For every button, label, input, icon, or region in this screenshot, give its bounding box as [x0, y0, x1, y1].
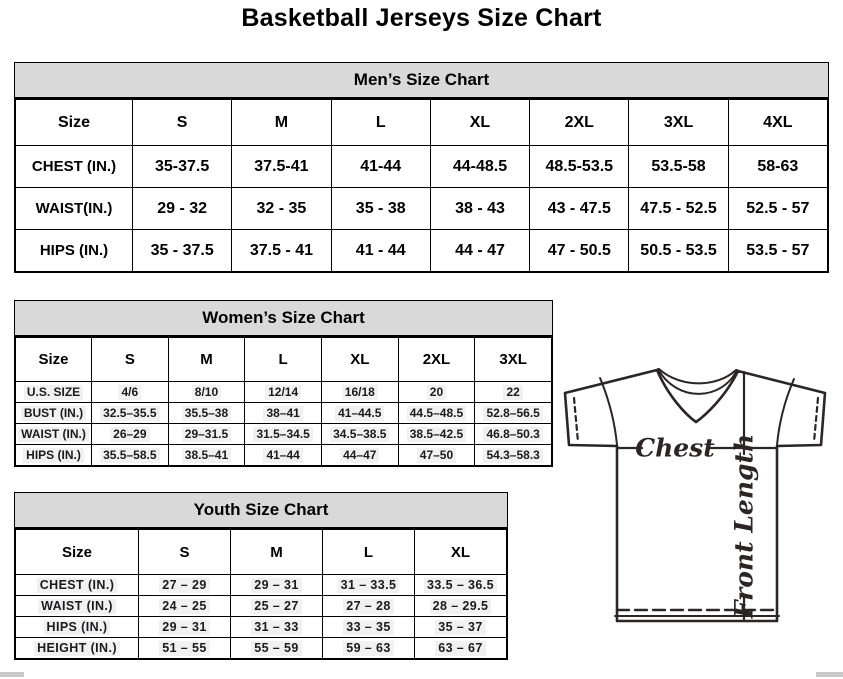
mens-size-cell: 38 - 43: [430, 188, 529, 230]
youth-size-value: 29 – 31: [159, 620, 210, 635]
table-row: [16, 188, 828, 230]
womens-size-value: 26–29: [110, 427, 149, 442]
mens-size-cell: 50.5 - 53.5: [629, 230, 728, 272]
youth-size-value: 59 – 63: [343, 641, 394, 656]
youth-size-cell: [139, 596, 231, 617]
mens-size-cell: 37.5 - 41: [232, 230, 331, 272]
youth-size-chart: [14, 492, 508, 660]
womens-size-value: 54.3–58.3: [483, 448, 542, 463]
youth-row-label-cell: [16, 638, 139, 659]
womens-size-value: 32.5–35.5: [100, 406, 159, 421]
youth-header-row: [16, 530, 507, 575]
womens-size-cell: [92, 382, 169, 403]
table-row: [16, 617, 507, 638]
mens-size-cell: 52.5 - 57: [728, 188, 827, 230]
youth-row-label: CHEST (IN.): [37, 578, 118, 593]
youth-size-cell: [231, 638, 323, 659]
mens-size-cell: 41-44: [331, 146, 430, 188]
youth-size-value: 51 – 55: [159, 641, 210, 656]
front-length-label: Front Length: [729, 433, 759, 619]
youth-col-header: XL: [415, 530, 507, 575]
youth-size-cell: [231, 617, 323, 638]
womens-size-cell: [475, 382, 552, 403]
mens-size-cell: 47.5 - 52.5: [629, 188, 728, 230]
youth-size-cell: [415, 638, 507, 659]
youth-size-cell: [231, 575, 323, 596]
womens-size-cell: [92, 424, 169, 445]
womens-col-header: 2XL: [398, 338, 475, 382]
mens-size-cell: 44 - 47: [430, 230, 529, 272]
womens-size-value: 38.5–41: [182, 448, 231, 463]
womens-size-value: 4/6: [118, 385, 141, 400]
mens-col-header: XL: [430, 100, 529, 146]
youth-col-header: M: [231, 530, 323, 575]
mens-size-cell: 47 - 50.5: [530, 230, 629, 272]
womens-size-value: 52.8–56.5: [483, 406, 542, 421]
womens-row-label-cell: [16, 382, 92, 403]
youth-table: [15, 529, 507, 659]
womens-size-value: 46.8–50.3: [483, 427, 542, 442]
mens-size-cell: 35 - 38: [331, 188, 430, 230]
youth-row-label-cell: [16, 575, 139, 596]
horizontal-scrollbar-fragment-left[interactable]: [0, 672, 24, 677]
womens-size-value: 41–44: [263, 448, 302, 463]
womens-size-value: 41–44.5: [335, 406, 384, 421]
youth-size-value: 27 – 28: [343, 599, 394, 614]
youth-col-header: Size: [16, 530, 139, 575]
youth-size-value: 28 – 29.5: [430, 599, 492, 614]
youth-size-value: 29 – 31: [251, 578, 302, 593]
jersey-diagram: [556, 360, 842, 628]
mens-size-chart: [14, 62, 829, 273]
womens-row-label-cell: [16, 403, 92, 424]
womens-row-label-cell: [16, 424, 92, 445]
womens-size-value: 20: [427, 385, 446, 400]
youth-size-cell: [323, 575, 415, 596]
table-row: [16, 146, 828, 188]
youth-size-cell: [231, 596, 323, 617]
mens-row-label: WAIST(IN.): [16, 188, 133, 230]
womens-size-cell: [475, 445, 552, 466]
youth-size-cell: [139, 638, 231, 659]
womens-size-cell: [245, 403, 322, 424]
mens-size-cell: 53.5 - 57: [728, 230, 827, 272]
table-row: [16, 445, 552, 466]
womens-col-header: M: [168, 338, 245, 382]
womens-col-header: S: [92, 338, 169, 382]
womens-col-header: XL: [321, 338, 398, 382]
page-title: Basketball Jerseys Size Chart: [241, 4, 602, 32]
womens-size-value: 16/18: [342, 385, 378, 400]
mens-col-header: 2XL: [530, 100, 629, 146]
mens-col-header: Size: [16, 100, 133, 146]
womens-size-value: 34.5–38.5: [330, 427, 389, 442]
mens-col-header: 3XL: [629, 100, 728, 146]
youth-size-cell: [415, 617, 507, 638]
womens-size-cell: [92, 403, 169, 424]
mens-size-cell: 29 - 32: [133, 188, 232, 230]
mens-size-cell: 53.5-58: [629, 146, 728, 188]
womens-size-cell: [398, 403, 475, 424]
womens-size-value: 38–41: [263, 406, 302, 421]
womens-size-cell: [398, 424, 475, 445]
youth-size-value: 33.5 – 36.5: [424, 578, 497, 593]
womens-table: [15, 337, 552, 466]
youth-size-cell: [139, 575, 231, 596]
mens-size-cell: 37.5-41: [232, 146, 331, 188]
youth-col-header: S: [139, 530, 231, 575]
womens-size-value: 44–47: [340, 448, 379, 463]
youth-size-value: 33 – 35: [343, 620, 394, 635]
youth-row-label: HEIGHT (IN.): [34, 641, 120, 656]
chest-label: Chest: [635, 433, 715, 463]
table-row: [16, 424, 552, 445]
womens-row-label: BUST (IN.): [21, 406, 86, 421]
womens-row-label-cell: [16, 445, 92, 466]
table-row: [16, 575, 507, 596]
mens-row-label: HIPS (IN.): [16, 230, 133, 272]
mens-table: [15, 99, 828, 272]
table-row: [16, 382, 552, 403]
mens-size-cell: 48.5-53.5: [530, 146, 629, 188]
youth-chart-title: Youth Size Chart: [193, 500, 329, 519]
womens-row-label: WAIST (IN.): [18, 427, 89, 442]
womens-size-value: 44.5–48.5: [407, 406, 466, 421]
womens-size-value: 35.5–38: [182, 406, 231, 421]
youth-size-cell: [139, 617, 231, 638]
womens-size-cell: [245, 424, 322, 445]
womens-chart-title: Women’s Size Chart: [202, 308, 365, 327]
womens-size-cell: [245, 382, 322, 403]
mens-chart-title: Men’s Size Chart: [353, 70, 490, 89]
youth-size-value: 55 – 59: [251, 641, 302, 656]
womens-size-cell: [398, 382, 475, 403]
mens-size-cell: 44-48.5: [430, 146, 529, 188]
womens-size-value: 31.5–34.5: [253, 427, 312, 442]
mens-col-header: M: [232, 100, 331, 146]
mens-row-label: CHEST (IN.): [16, 146, 133, 188]
youth-col-header: L: [323, 530, 415, 575]
table-row: [16, 403, 552, 424]
womens-col-header: 3XL: [475, 338, 552, 382]
womens-size-cell: [475, 424, 552, 445]
mens-size-cell: 35-37.5: [133, 146, 232, 188]
womens-size-value: 29–31.5: [182, 427, 231, 442]
youth-row-label-cell: [16, 596, 139, 617]
womens-size-cell: [398, 445, 475, 466]
womens-size-cell: [245, 445, 322, 466]
womens-size-cell: [321, 424, 398, 445]
womens-chart-header: [15, 301, 552, 337]
womens-size-value: 38.5–42.5: [407, 427, 466, 442]
mens-size-cell: 58-63: [728, 146, 827, 188]
mens-col-header: L: [331, 100, 430, 146]
youth-size-cell: [323, 638, 415, 659]
mens-col-header: S: [133, 100, 232, 146]
youth-size-value: 31 – 33: [251, 620, 302, 635]
youth-row-label-cell: [16, 617, 139, 638]
mens-size-cell: 32 - 35: [232, 188, 331, 230]
mens-size-cell: 35 - 37.5: [133, 230, 232, 272]
youth-size-cell: [415, 575, 507, 596]
womens-size-chart: [14, 300, 553, 467]
youth-size-value: 31 – 33.5: [338, 578, 400, 593]
mens-size-cell: 41 - 44: [331, 230, 430, 272]
womens-col-header: Size: [16, 338, 92, 382]
youth-size-cell: [415, 596, 507, 617]
womens-size-cell: [321, 382, 398, 403]
womens-size-cell: [168, 403, 245, 424]
youth-row-label: WAIST (IN.): [38, 599, 116, 614]
womens-size-cell: [92, 445, 169, 466]
jersey-outline: [565, 370, 825, 621]
mens-header-row: [16, 100, 828, 146]
womens-size-cell: [168, 445, 245, 466]
womens-row-label: HIPS (IN.): [23, 448, 84, 463]
mens-size-cell: 43 - 47.5: [530, 188, 629, 230]
table-row: [16, 596, 507, 617]
youth-row-label: HIPS (IN.): [44, 620, 111, 635]
mens-chart-header: [15, 63, 828, 99]
womens-size-cell: [475, 403, 552, 424]
youth-size-value: 24 – 25: [159, 599, 210, 614]
womens-col-header: L: [245, 338, 322, 382]
womens-size-value: 12/14: [265, 385, 301, 400]
womens-size-cell: [168, 424, 245, 445]
youth-size-cell: [323, 596, 415, 617]
youth-size-value: 35 – 37: [435, 620, 486, 635]
womens-size-cell: [321, 445, 398, 466]
youth-size-value: 63 – 67: [435, 641, 486, 656]
womens-size-value: 22: [503, 385, 522, 400]
mens-col-header: 4XL: [728, 100, 827, 146]
womens-header-row: [16, 338, 552, 382]
womens-size-value: 8/10: [192, 385, 221, 400]
womens-row-label: U.S. SIZE: [24, 385, 83, 400]
youth-size-value: 25 – 27: [251, 599, 302, 614]
womens-size-value: 35.5–58.5: [100, 448, 159, 463]
womens-size-value: 47–50: [417, 448, 456, 463]
youth-size-cell: [323, 617, 415, 638]
collar-seam: [659, 369, 736, 383]
table-row: [16, 638, 507, 659]
womens-size-cell: [321, 403, 398, 424]
table-row: [16, 230, 828, 272]
youth-chart-header: [15, 493, 507, 529]
womens-size-cell: [168, 382, 245, 403]
horizontal-scrollbar-fragment-right[interactable]: [816, 672, 843, 677]
youth-size-value: 27 – 29: [159, 578, 210, 593]
